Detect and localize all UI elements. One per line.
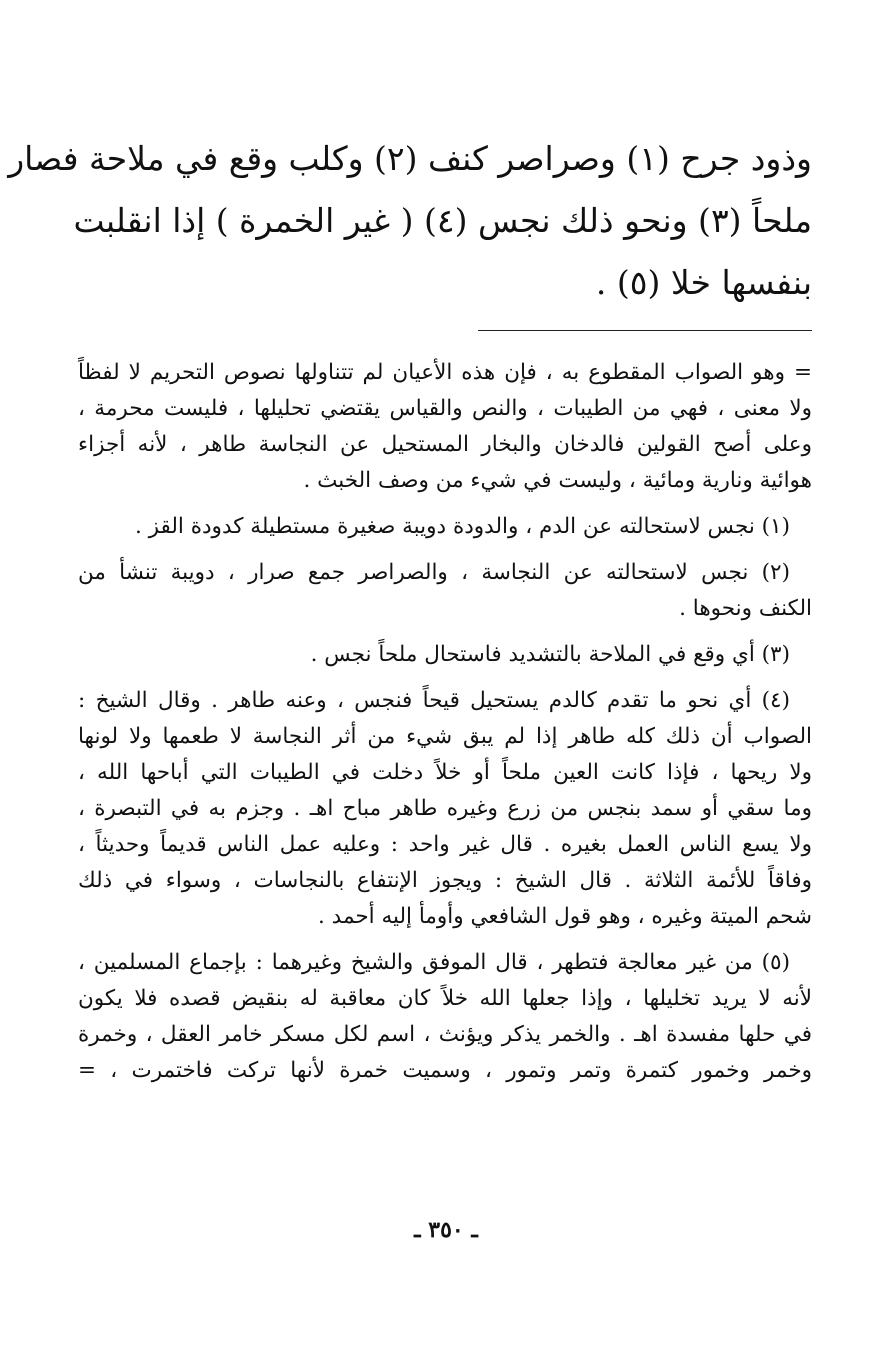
footnote-line: (٢) نجس لاستحالته عن النجاسة ، والصراصر جمع صرار ، دويبة تنشأ من (78, 560, 790, 585)
footnote-line: ولا يسع الناس العمل بغيره . قال غير واحد : وعليه عمل الناس قديماً وحديثاً ، (78, 832, 812, 857)
footnote-line: الكنف ونحوها . (679, 596, 812, 621)
page-number: ـ ٣٥٠ ـ (414, 1217, 478, 1243)
footnote-line: هوائية ونارية ومائية ، وليست في شيء من وصف الخبث . (303, 468, 812, 493)
footnote-line: ولا معنى ، فهي من الطيبات ، والنص والقياس يقتضي تحليلها ، فليست محرمة ، (78, 396, 812, 421)
footnote-2 (78, 555, 812, 627)
footnote-4 (78, 683, 812, 935)
main-text-line: وذود جرح (١) وصراصر كنف (٢) وكلب وقع في ملاحة فصار (8, 139, 812, 178)
footnote-line: (٤) أي نحو ما تقدم كالدم يستحيل قيحاً فنجس ، وعنه طاهر . وقال الشيخ : (78, 688, 790, 713)
footnote-line: وعلى أصح القولين فالدخان والبخار المستحيل عن النجاسة طاهر ، لأنه أجزاء (78, 432, 812, 457)
footnote-line: وخمر وخمور كتمرة وتمر وتمور ، وسميت خمرة لأنها تركت فاختمرت ، = (78, 1058, 812, 1083)
footnote-line: في حلها مفسدة اهـ . والخمر يذكر ويؤنث ، اسم لكل مسكر خامر العقل ، وخمرة (78, 1022, 812, 1047)
main-text-line: ملحاً (٣) ونحو ذلك نجس (٤) ( غير الخمرة ) إذا انقلبت (73, 201, 812, 240)
footnote-3 (78, 637, 812, 673)
footnote-line: (١) نجس لاستحالته عن الدم ، والدودة دويبة صغيرة مستطيلة كدودة القز . (134, 514, 790, 539)
footnote-continuation (78, 355, 812, 499)
footnotes (78, 355, 812, 1099)
footnote-separator (478, 330, 812, 331)
footnote-line: وفاقاً للأئمة الثلاثة . قال الشيخ : ويجوز الإنتفاع بالنجاسات ، وسواء في ذلك (78, 868, 812, 893)
footnote-line: (٣) أي وقع في الملاحة بالتشديد فاستحال ملحاً نجس . (310, 642, 790, 667)
main-text (8, 128, 812, 314)
footnote-line: شحم الميتة وغيره ، وهو قول الشافعي وأومأ إليه أحمد . (318, 904, 812, 929)
footnote-line: = وهو الصواب المقطوع به ، فإن هذه الأعيان لم تتناولها نصوص التحريم لا لفظاً (78, 360, 812, 385)
main-text-line: بنفسها خلا (٥) . (595, 263, 812, 302)
footnote-line: وما سقي أو سمد بنجس من زرع وغيره طاهر مباح اهـ . وجزم به في التبصرة ، (78, 796, 812, 821)
footnote-line: الصواب أن ذلك كله طاهر إذا لم يبق شيء من أثر النجاسة لا طعمها ولا لونها (78, 724, 812, 749)
footnote-5 (78, 945, 812, 1089)
footnote-line: ولا ريحها ، فإذا كانت العين ملحاً أو خلاً دخلت في الطيبات التي أباحها الله ، (78, 760, 812, 785)
footnote-line: لأنه لا يريد تخليلها ، وإذا جعلها الله خلاً كان معاقبة له بنقيض قصده فلا يكون (78, 986, 812, 1011)
footnote-1 (78, 509, 812, 545)
footnote-line: (٥) من غير معالجة فتطهر ، قال الموفق والشيخ وغيرهما : بإجماع المسلمين ، (78, 950, 790, 975)
